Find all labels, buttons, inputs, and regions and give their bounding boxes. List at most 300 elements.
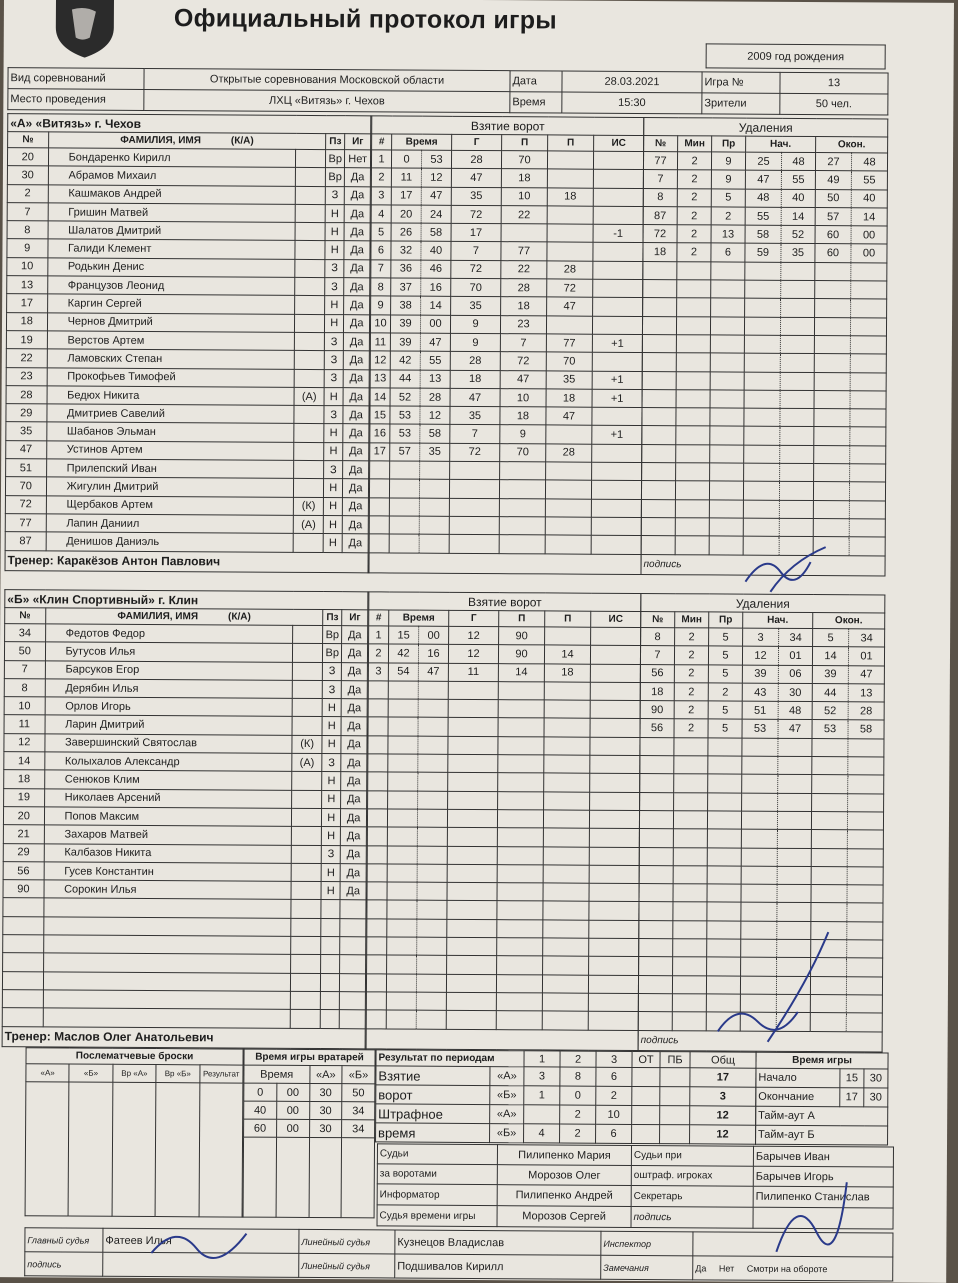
pen-end-min	[814, 317, 850, 336]
player-role	[291, 973, 321, 991]
gk-b: 34	[342, 1120, 375, 1138]
pen-reason	[710, 408, 744, 427]
pen-end-sec: 14	[851, 208, 887, 227]
pen-start-sec	[780, 445, 814, 464]
player-number	[3, 953, 44, 972]
goal-scorer	[447, 956, 497, 975]
goal-assist-1	[496, 1011, 542, 1030]
table-row	[368, 791, 640, 811]
goal-num: 7	[371, 260, 391, 278]
goal-min: 39	[390, 333, 420, 351]
table-row	[367, 937, 639, 957]
player-position: Н	[323, 497, 342, 515]
goal-assist-1: 47	[500, 370, 546, 389]
pen-start-sec	[781, 280, 815, 299]
secretary-label: Секретарь	[631, 1185, 753, 1207]
pen-player	[641, 536, 675, 555]
player-role	[294, 479, 324, 497]
goal-scorer: 47	[451, 169, 501, 188]
table-row	[7, 257, 370, 278]
player-role	[291, 863, 321, 881]
goal-sec: 58	[420, 425, 450, 443]
col-pen-min: Мин	[675, 612, 709, 628]
goal-scorer: 17	[451, 224, 501, 243]
goal-situation	[593, 206, 643, 225]
table-row	[642, 463, 886, 483]
goal-assist-1: 18	[500, 407, 546, 426]
table-row	[643, 225, 887, 245]
table-row	[3, 935, 366, 956]
goal-min	[388, 791, 418, 809]
player-number: 20	[7, 148, 48, 167]
table-row	[6, 385, 369, 406]
table-row	[366, 1010, 638, 1030]
table-row	[367, 845, 639, 865]
table-row	[7, 294, 370, 315]
time-label: Время	[510, 92, 562, 113]
table-row	[4, 733, 367, 754]
pen-end-sec	[846, 976, 882, 995]
pen-player: 18	[640, 682, 674, 701]
player-position: З	[324, 333, 343, 351]
pen-end-min: 44	[812, 683, 848, 702]
goal-assist-1	[499, 535, 545, 554]
pen-minutes	[677, 261, 711, 280]
table-row	[643, 298, 887, 318]
goal-assist-1: 90	[499, 627, 545, 646]
table-row	[368, 754, 640, 774]
player-played: Да	[343, 406, 369, 424]
gk-b: 50	[342, 1084, 375, 1102]
pen-reason	[707, 829, 741, 848]
pen-start-min: 51	[742, 701, 778, 720]
player-role	[296, 149, 326, 167]
player-position: Н	[322, 735, 341, 753]
goal-num	[368, 754, 388, 772]
goal-sec	[419, 534, 449, 552]
player-number: 18	[4, 770, 45, 789]
pen-reason	[710, 317, 744, 336]
pen-reason	[708, 774, 742, 793]
table-row	[639, 884, 883, 904]
goal-assist-2: 14	[544, 645, 590, 664]
col-assist-2: П	[545, 611, 591, 627]
goal-num: 16	[370, 424, 390, 442]
table-row	[3, 843, 366, 864]
pen-minutes: 2	[677, 170, 711, 189]
player-number: 77	[5, 514, 46, 533]
goal-assist-1	[497, 828, 543, 847]
player-role	[296, 168, 326, 186]
player-name: Прокофьев Тимофей	[47, 367, 295, 387]
goal-situation	[589, 883, 639, 902]
player-played: Да	[342, 534, 368, 552]
goal-min: 20	[391, 205, 421, 223]
player-played: Да	[341, 827, 367, 845]
team-title: «Б» «Клин Спортивный» г. Клин	[5, 590, 368, 610]
pen-start-sec	[779, 518, 813, 537]
table-row	[370, 351, 642, 371]
goal-sec	[417, 809, 447, 827]
player-position: З	[322, 662, 341, 680]
player-number: 22	[6, 349, 47, 368]
sign-label: подпись	[641, 554, 885, 575]
period-col: ПБ	[660, 1052, 690, 1068]
player-name	[43, 898, 291, 918]
table-row	[366, 992, 638, 1012]
goal-situation	[593, 169, 643, 188]
goal-sec	[417, 827, 447, 845]
player-role	[295, 259, 325, 277]
goal-sec	[418, 699, 448, 717]
table-row	[5, 532, 368, 553]
pen-minutes	[676, 353, 710, 372]
goal-scorer	[446, 974, 496, 993]
pen-end-min	[814, 445, 850, 464]
goal-sec	[417, 882, 447, 900]
goal-judge-1: Пилипенко Мария	[497, 1145, 631, 1166]
player-name	[43, 935, 291, 955]
goal-sec: 16	[418, 644, 448, 662]
pen-reason: 6	[711, 243, 745, 262]
table-row	[640, 792, 884, 812]
pen-start-sec: 55	[781, 171, 815, 190]
table-row	[2, 971, 365, 992]
pen-end-sec: 13	[848, 684, 884, 703]
pen-start-sec	[777, 903, 811, 922]
goal-situation	[591, 517, 641, 536]
player-role	[291, 936, 321, 954]
goal-num: 4	[371, 205, 391, 223]
player-played: Да	[341, 772, 367, 790]
period-value: 2	[560, 1105, 596, 1124]
player-position	[320, 1010, 339, 1028]
table-row	[643, 206, 887, 226]
pen-end-sec	[850, 464, 886, 483]
goal-num	[366, 1010, 386, 1028]
player-position: Н	[325, 241, 344, 259]
penalty-judge-1: Барычев Иван	[753, 1146, 893, 1167]
table-row	[376, 1066, 756, 1087]
goal-situation: +1	[592, 371, 642, 390]
date-value: 28.03.2021	[562, 71, 702, 93]
table-row	[370, 461, 642, 481]
pen-player: 56	[640, 664, 674, 683]
pen-player	[638, 975, 672, 994]
pen-player: 8	[641, 627, 675, 646]
player-name: Верстов Артем	[47, 331, 295, 351]
goal-sec: 28	[420, 388, 450, 406]
table-row	[643, 261, 887, 281]
player-position: З	[321, 845, 340, 863]
goal-assist-1	[497, 883, 543, 902]
goal-num	[367, 900, 387, 918]
pen-minutes	[673, 902, 707, 921]
player-role: (К)	[292, 735, 322, 753]
pen-minutes: 2	[674, 701, 708, 720]
goal-num	[368, 736, 388, 754]
table-row	[3, 953, 366, 974]
col-ka-label: (К/А)	[228, 611, 251, 623]
goal-min	[388, 717, 418, 735]
player-position: З	[324, 461, 343, 479]
table-row	[5, 495, 368, 516]
player-played	[340, 992, 366, 1010]
pen-end-sec	[846, 1013, 882, 1032]
goal-situation: +1	[592, 389, 642, 408]
table-row	[368, 681, 640, 701]
goal-scorer: 70	[451, 278, 501, 297]
table-row	[368, 717, 640, 737]
pen-start-min: 3	[743, 628, 779, 647]
gk-a: 30	[309, 1101, 342, 1119]
table-row	[6, 349, 369, 370]
player-played: Да	[344, 296, 370, 314]
pen-minutes	[673, 811, 707, 830]
goal-sec	[417, 864, 447, 882]
table-row	[368, 699, 640, 719]
player-number: 87	[5, 532, 46, 551]
table-row	[640, 664, 884, 684]
period-value: 3	[524, 1067, 560, 1086]
pen-start-sec	[780, 335, 814, 354]
table-row	[371, 205, 643, 225]
table-row	[4, 770, 367, 791]
pen-end-sec: 00	[851, 244, 887, 263]
goal-situation	[593, 151, 643, 170]
goal-num: 2	[368, 644, 388, 662]
pen-start-min	[743, 481, 779, 500]
pen-start-sec: 52	[781, 226, 815, 245]
player-played: Да	[342, 662, 368, 680]
player-number: 19	[6, 331, 47, 350]
player-number: 10	[4, 697, 45, 716]
player-played: Да	[341, 699, 367, 717]
goal-scorer: 12	[448, 645, 498, 664]
player-role	[292, 699, 322, 717]
table-row	[640, 719, 884, 739]
period-label: Результат по периодам	[376, 1050, 524, 1067]
goal-min: 44	[390, 370, 420, 388]
pen-start-min	[743, 500, 779, 519]
pen-start-min	[744, 353, 780, 372]
player-played: Да	[340, 864, 366, 882]
player-played: Да	[341, 809, 367, 827]
player-played: Да	[342, 681, 368, 699]
pen-start-sec: 34	[779, 628, 813, 647]
pen-minutes	[677, 298, 711, 317]
goal-assist-1: 28	[501, 279, 547, 298]
pen-start-sec	[777, 848, 811, 867]
goal-min: 11	[391, 168, 421, 186]
pen-minutes: 2	[675, 628, 709, 647]
period-value: 6	[596, 1067, 632, 1086]
end-label: Окончание	[756, 1087, 840, 1107]
goal-sec: 47	[420, 333, 450, 351]
table-row	[367, 919, 639, 939]
timeout-a-label: Тайм-аут А	[756, 1106, 888, 1126]
pen-start-sec	[779, 500, 813, 519]
period-team: «Б»	[490, 1124, 524, 1143]
goal-assist-1	[498, 773, 544, 792]
game-value: 13	[780, 72, 888, 94]
goal-num	[370, 461, 390, 479]
gk-sec: 00	[277, 1083, 310, 1101]
pen-reason	[707, 811, 741, 830]
pen-reason: 9	[711, 152, 745, 171]
goal-assist-1	[498, 682, 544, 701]
pen-end-min: 49	[815, 171, 851, 190]
player-number: 34	[5, 624, 46, 643]
pen-end-sec	[850, 446, 886, 465]
goal-scorer: 9	[450, 315, 500, 334]
goal-assist-2	[544, 737, 590, 756]
goal-min: 15	[389, 626, 419, 644]
goal-min	[386, 992, 416, 1010]
ref-sign-label: подпись	[25, 1252, 103, 1276]
table-row	[368, 662, 640, 682]
goal-num: 13	[370, 369, 390, 387]
table-row	[7, 221, 370, 242]
player-played: Да	[343, 442, 369, 460]
player-name: Федотов Федор	[45, 624, 293, 644]
table-row	[369, 534, 641, 554]
goal-assist-2	[543, 828, 589, 847]
goal-scorer	[448, 700, 498, 719]
goal-assist-1: 7	[500, 334, 546, 353]
goal-assist-2	[543, 810, 589, 829]
goal-min: 32	[391, 241, 421, 259]
pen-player	[643, 298, 677, 317]
player-name: Захаров Матвей	[44, 825, 292, 845]
goal-situation	[592, 316, 642, 335]
player-name: Дерябин Илья	[45, 679, 293, 699]
goal-situation	[593, 188, 643, 207]
player-played: Да	[345, 168, 371, 186]
goal-scorer: 72	[451, 260, 501, 279]
pen-start-sec: 35	[781, 244, 815, 263]
goal-min	[387, 900, 417, 918]
pen-minutes: 2	[677, 188, 711, 207]
goal-assist-2	[544, 773, 590, 792]
player-number: 90	[3, 880, 44, 899]
pen-end-min	[811, 885, 847, 904]
goal-sec: 24	[421, 205, 451, 223]
player-number: 17	[7, 294, 48, 313]
player-role: (К)	[294, 497, 324, 515]
goal-assist-2	[542, 993, 588, 1012]
player-position: Вр	[323, 626, 342, 644]
comp-value: Открытые соревнования Московской области	[144, 68, 510, 91]
goal-sec	[417, 937, 447, 955]
pen-start-sec	[777, 866, 811, 885]
goal-situation	[591, 481, 641, 500]
table-row	[640, 682, 884, 702]
goal-scorer	[448, 718, 498, 737]
goal-assist-2	[543, 956, 589, 975]
goal-min: 17	[391, 187, 421, 205]
team-b-roster	[2, 589, 369, 1049]
goal-min	[387, 955, 417, 973]
pen-end-min	[811, 830, 847, 849]
goal-sec: 12	[420, 406, 450, 424]
linesman-2: Подшивалов Кирилл	[395, 1254, 601, 1279]
pen-end-sec: 28	[848, 702, 884, 721]
col-name-label: ФАМИЛИЯ, ИМЯ	[120, 134, 201, 147]
table-row	[3, 916, 366, 937]
player-role	[295, 241, 325, 259]
coach-name: Тренер: Маслов Олег Анатольевич	[2, 1026, 365, 1048]
goal-sec: 47	[418, 663, 448, 681]
goal-situation	[589, 957, 639, 976]
player-number: 8	[7, 221, 48, 240]
player-number	[3, 898, 44, 917]
player-name: Попов Максим	[44, 807, 292, 827]
goal-situation	[593, 279, 643, 298]
pen-start-sec	[778, 775, 812, 794]
period-value	[660, 1106, 690, 1125]
pen-end-sec	[847, 867, 883, 886]
goal-sec	[419, 516, 449, 534]
player-played: Да	[344, 241, 370, 259]
goal-situation	[593, 261, 643, 280]
goal-assist-2: 72	[547, 279, 593, 298]
table-row	[642, 408, 886, 428]
pen-reason	[709, 518, 743, 537]
pen-start-sec	[780, 463, 814, 482]
player-position	[321, 900, 340, 918]
pen-end-min: 39	[812, 665, 848, 684]
player-name: Денишов Даниэль	[46, 532, 294, 552]
table-row	[4, 752, 367, 773]
goal-scorer: 35	[451, 187, 501, 206]
goal-assist-2: 47	[547, 297, 593, 316]
goal-assist-1: 18	[501, 169, 547, 188]
table-row	[367, 809, 639, 829]
goal-assist-2	[545, 535, 591, 554]
table-row	[370, 424, 642, 444]
pen-end-sec	[850, 391, 886, 410]
table-row	[370, 443, 642, 463]
player-role	[293, 662, 323, 680]
goal-scorer	[448, 773, 498, 792]
pen-reason	[710, 426, 744, 445]
goal-min	[389, 534, 419, 552]
player-position: Н	[322, 717, 341, 735]
pen-player	[639, 957, 673, 976]
player-name	[43, 1008, 291, 1028]
goal-min	[386, 974, 416, 992]
goal-situation	[592, 444, 642, 463]
pen-minutes	[673, 847, 707, 866]
table-row	[7, 276, 370, 297]
col-ig: Иг	[345, 134, 371, 150]
player-position: Н	[321, 882, 340, 900]
pen-player	[639, 884, 673, 903]
table-row	[367, 955, 639, 975]
pen-end-min: 27	[815, 153, 851, 172]
table-row	[643, 280, 887, 300]
pen-start-sec	[780, 390, 814, 409]
goal-assist-2	[547, 169, 593, 188]
gk-col-time: Время	[244, 1065, 310, 1083]
table-row	[367, 827, 639, 847]
player-number	[2, 1008, 43, 1027]
informer: Пилипенко Андрей	[497, 1185, 631, 1207]
goals-footer	[369, 552, 641, 574]
goal-scorer	[446, 992, 496, 1011]
player-role	[292, 717, 322, 735]
